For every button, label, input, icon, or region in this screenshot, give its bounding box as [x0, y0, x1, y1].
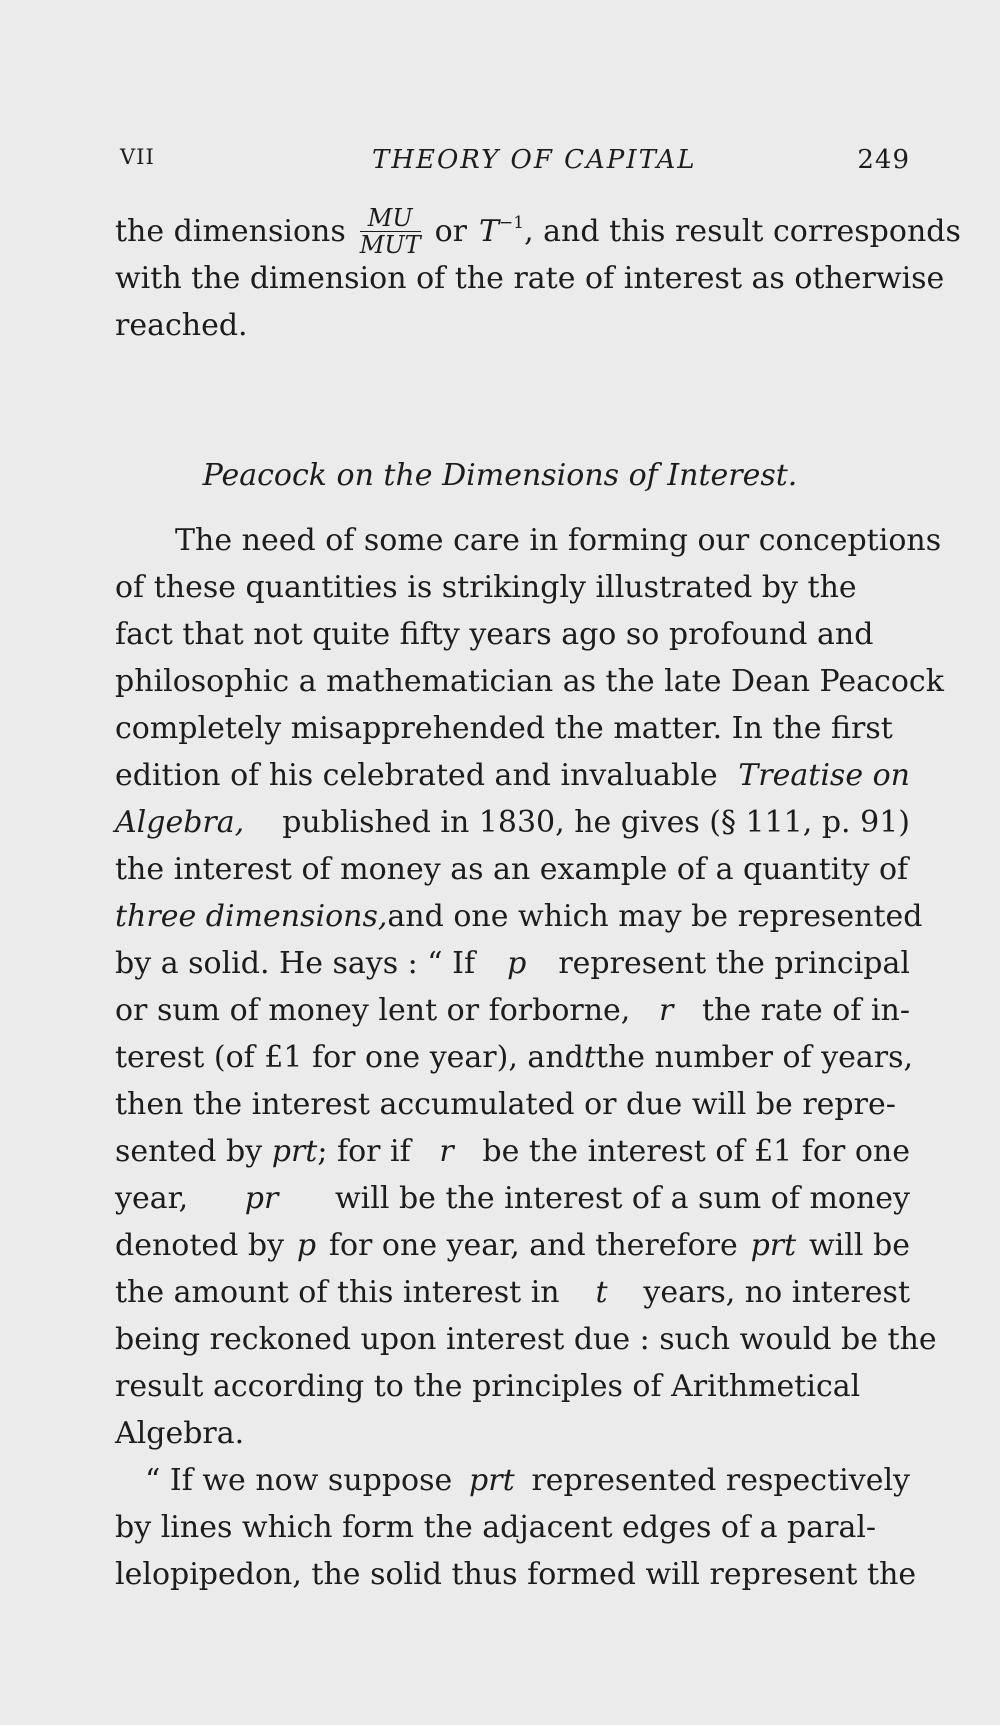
variable-t: t [583, 1040, 596, 1075]
text-span: The need of some care in forming our conceptions [175, 523, 942, 558]
text-span: by lines which form the adjacent edges of a paral- [115, 1510, 877, 1545]
text-line [115, 1034, 914, 1081]
text-line [115, 1410, 910, 1457]
text-line [115, 1081, 910, 1128]
fraction-numerator: MU [360, 206, 421, 232]
variable-p: p [507, 946, 527, 981]
text-span: the number of years, [595, 1040, 914, 1075]
text-span: lelopipedon, the solid thus formed will represent the [115, 1557, 917, 1592]
text-span: and one which may be represented [387, 899, 923, 934]
text-span: edition of his celebrated and invaluable [115, 758, 718, 793]
text-line [115, 302, 910, 349]
text-span: will be the interest of a sum of money [334, 1181, 910, 1216]
text-span: published in 1830, he gives (§ 111, p. 91) [282, 805, 910, 840]
text-span: be the interest of £1 for one [482, 1134, 910, 1169]
running-head [120, 145, 910, 185]
text-span: philosophic a mathematician as the late Dean Peacock [115, 664, 944, 699]
inverse-time [479, 208, 961, 255]
text-span: by a solid. He says : “ If [115, 946, 476, 981]
variable-prt: prt [469, 1463, 515, 1498]
text-span: year, [115, 1181, 189, 1216]
text-line [115, 564, 910, 611]
text-span: for one year, and therefore [328, 1228, 738, 1263]
running-title: THEORY OF CAPITAL [372, 145, 697, 175]
text-line [115, 658, 944, 705]
text-span: being reckoned upon interest due : such would be the [115, 1322, 937, 1357]
text-line [115, 940, 910, 987]
text-span: sented by [115, 1134, 263, 1169]
text-span: fact that not quite fifty years ago so profound and [115, 617, 874, 652]
variable-p: p [296, 1228, 317, 1263]
section-heading: Peacock on the Dimensions of Interest. [202, 458, 798, 493]
variable-r: r [439, 1134, 454, 1169]
text-line [115, 1504, 910, 1551]
text-line [115, 1551, 917, 1598]
text-span: or sum of money lent or forborne, [115, 993, 631, 1028]
text-line [115, 846, 910, 893]
emphasis-italic: three dimensions, [115, 899, 388, 934]
text-line [115, 204, 961, 259]
text-line [115, 752, 910, 799]
book-title-italic: Algebra, [115, 805, 245, 840]
variable-t: t [595, 1275, 608, 1310]
text-line [115, 1269, 910, 1316]
exponent: −1 [499, 213, 525, 233]
text-span: Algebra. [115, 1416, 245, 1451]
text-span: , and this result corresponds [524, 214, 961, 249]
text-line [115, 1457, 910, 1504]
fraction-denominator: MUT [359, 231, 421, 259]
text-line [115, 1128, 910, 1175]
text-span: then the interest accumulated or due will be repre- [115, 1087, 896, 1122]
text-span: ; for if [317, 1134, 411, 1169]
chapter-number: VII [120, 145, 155, 169]
text-line [115, 1316, 937, 1363]
text-span: the rate of in- [702, 993, 910, 1028]
text-line [115, 611, 910, 658]
text-line [115, 1363, 910, 1410]
page-number: 249 [857, 145, 910, 175]
fraction-mu-over-mut [360, 206, 421, 257]
text-span: the amount of this interest in [115, 1275, 560, 1310]
text-span: years, no interest [643, 1275, 910, 1310]
text-span: represented respectively [531, 1463, 910, 1498]
variable-r: r [659, 993, 674, 1028]
intro-paragraph [115, 204, 961, 349]
text-span: the interest of money as an example of a quantity of [115, 852, 909, 887]
text-line [115, 705, 910, 752]
text-line [115, 893, 923, 940]
text-span: result according to the principles of Arithmetical [115, 1369, 861, 1404]
text-span: completely misapprehended the matter. In the first [115, 711, 893, 746]
text-span: represent the principal [558, 946, 910, 981]
variable-t: T [478, 214, 499, 249]
text-span: with the dimension of the rate of interest as otherwise [115, 261, 945, 296]
text-span: of these quantities is strikingly illustrated by the [115, 570, 857, 605]
body-text [115, 517, 944, 1598]
text-span: or [434, 214, 467, 249]
text-span: terest (of £1 for one year), and [115, 1040, 584, 1075]
text-line [115, 1175, 910, 1222]
text-span: “ If we now suppose [145, 1463, 453, 1498]
variable-pr: pr [244, 1181, 279, 1216]
text-span: the dimensions [115, 214, 346, 249]
variable-prt: prt [750, 1228, 797, 1263]
book-title-italic: Treatise on [738, 758, 910, 793]
text-line [115, 1222, 910, 1269]
text-span: will be [808, 1228, 910, 1263]
text-span: reached. [115, 308, 248, 343]
text-line [115, 255, 945, 302]
text-span: denoted by [115, 1228, 285, 1263]
text-line [115, 517, 942, 564]
variable-prt: prt [271, 1134, 318, 1169]
text-line [115, 987, 910, 1034]
text-line [115, 799, 910, 846]
